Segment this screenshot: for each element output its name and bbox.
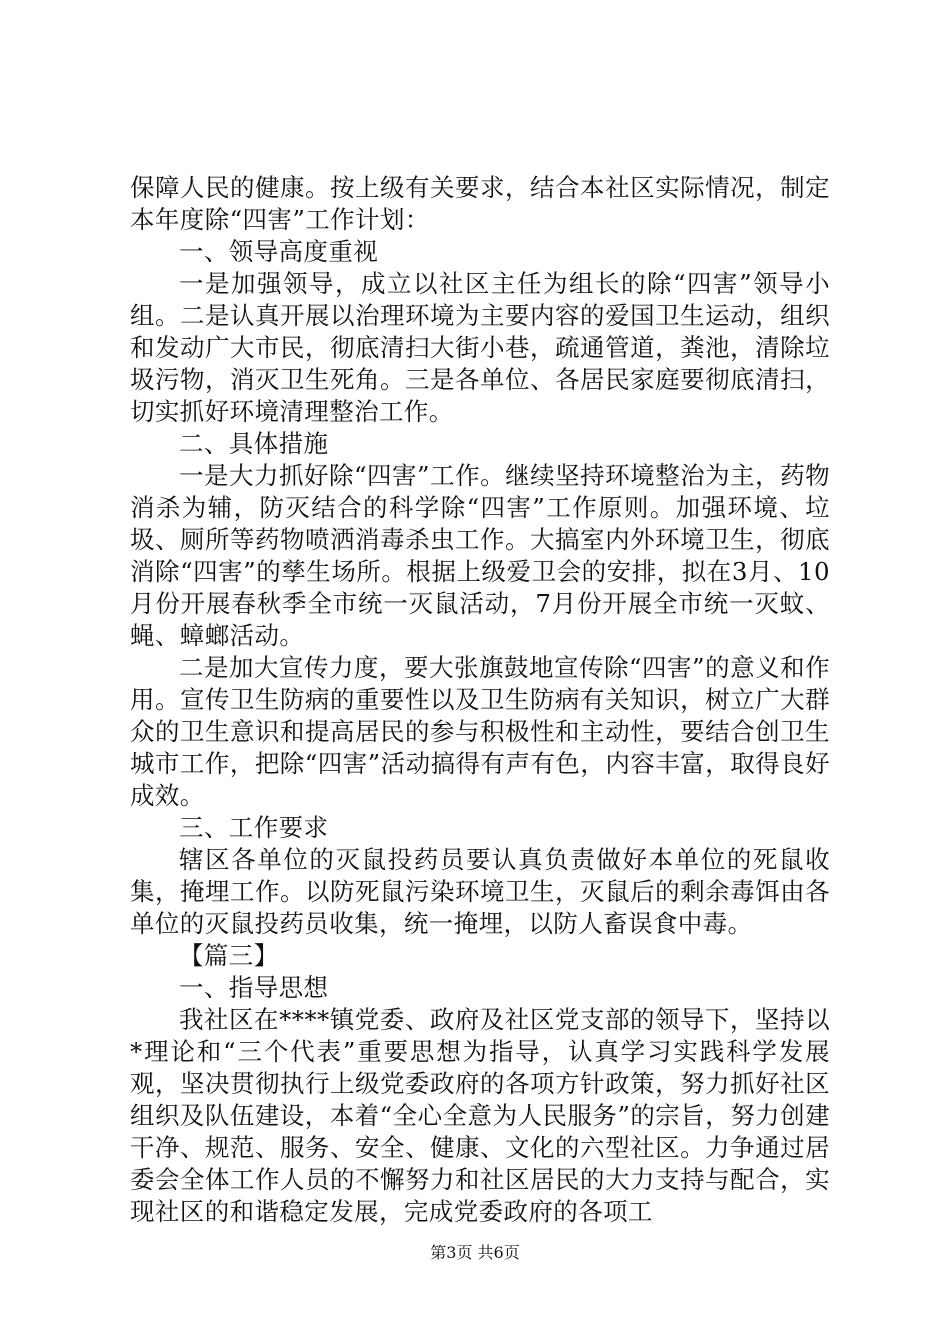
paragraph: 二是加大宣传力度，要大张旗鼓地宣传除“四害”的意义和作用。宣传卫生防病的重要性以及卫生防病有关知识，树立广大群众的卫生意识和提高居民的参与积极性和主动性，要结合创卫生城市工作，把除“四害”活动搞得有声有色，内容丰富，取得良好成效。 (130, 653, 830, 810)
paragraph: 保障人民的健康。按上级有关要求，结合本社区实际情况，制定本年度除“四害”工作计划： (130, 173, 830, 234)
paragraph: 一、领导高度重视 (179, 237, 379, 266)
paragraph: 一是大力抓好除“四害”工作。继续坚持环境整治为主，药物消杀为辅，防灭结合的科学除“四害”工作原则。加强环境、垃圾、厕所等药物喷洒消毒杀虫工作。大搞室内外环境卫生，彻底消除“四害”的孳生场所。根据上级爱卫会的安排，拟在3月、10月份开展春秋季全市统一灭鼠活动，7月份开展全市统一灭蚊、蝇、蟑螂活动。 (130, 461, 830, 650)
paragraph: 一是加强领导，成立以社区主任为组长的除“四害”领导小组。二是认真开展以治理环境为主要内容的爱国卫生运动，组织和发动广大市民，彻底清扫大街小巷，疏通管道，粪池，清除垃圾污物，消灭卫生死角。三是各单位、各居民家庭要彻底清扫，切实抓好环境清理整治工作。 (130, 269, 830, 426)
paragraph: 我社区在****镇党委、政府及社区党支部的领导下，坚持以*理论和“三个代表”重要思想为指导，认真学习实践科学发展观，坚决贯彻执行上级党委政府的各项方针政策，努力抓好社区组织及队伍建设，本着“全心全意为人民服务”的宗旨，努力创建干净、规范、服务、安全、健康、文化的六型社区。力争通过居委会全体工作人员的不懈努力和社区居民的大力支持与配合，实现社区的和谐稳定发展，完成党委政府的各项工 (130, 1005, 830, 1226)
paragraph: 一、指导思想 (179, 973, 329, 1002)
document-body (130, 172, 830, 1228)
paragraph: 二、具体措施 (179, 429, 329, 458)
page-footer: 第3页 共6页 (430, 1243, 520, 1262)
paragraph: 【篇三】 (179, 941, 279, 970)
paragraph: 辖区各单位的灭鼠投药员要认真负责做好本单位的死鼠收集，掩埋工作。以防死鼠污染环境卫生，灭鼠后的剩余毒饵由各单位的灭鼠投药员收集，统一掩埋，以防人畜误食中毒。 (130, 845, 830, 938)
paragraph: 三、工作要求 (179, 813, 329, 842)
